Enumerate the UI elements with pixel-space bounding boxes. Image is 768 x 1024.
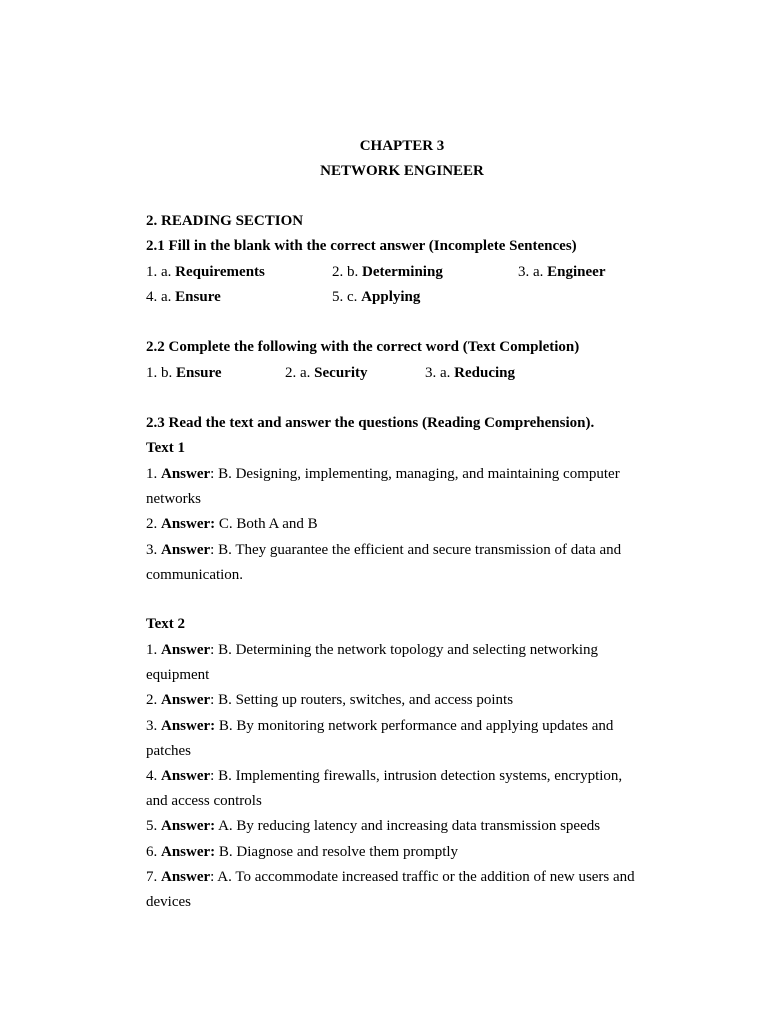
answer-text: equipment (146, 667, 210, 684)
answer-line (146, 566, 243, 584)
answer-line (146, 817, 600, 835)
answer-line (146, 515, 318, 533)
answer-text: : B. They guarantee the efficient and secure transmission of data and (210, 541, 622, 558)
question-number: 2. (146, 692, 161, 709)
answer-line (146, 691, 513, 709)
question-number: 1. (146, 642, 161, 658)
answer-line (146, 843, 458, 861)
answer-text: : B. Designing, implementing, managing, and maintaining computer (210, 466, 620, 482)
answer-item: 1. a. Requirements (146, 264, 265, 280)
question-number: 4. (146, 768, 161, 784)
subsection-2-3-heading: 2.3 Read the text and answer the questions (Reading Comprehension). (146, 415, 595, 431)
answer-line (146, 893, 191, 911)
answer-text: : B. Implementing firewalls, intrusion detection systems, encryption, (210, 768, 623, 784)
answer-text: B. By monitoring network performance and applying updates and (215, 717, 614, 734)
answer-line (146, 465, 620, 483)
question-number: 3. (146, 541, 161, 558)
text2-label: Text 2 (146, 616, 186, 632)
answer-item: 1. b. Ensure (146, 365, 222, 381)
answer-item: 3. a. Engineer (518, 264, 606, 280)
answer-label: Answer: (161, 717, 216, 734)
answer-label: Answer: (161, 516, 216, 533)
answer-label: Answer (161, 541, 211, 558)
answer-item: 2. b. Determining (332, 264, 443, 280)
answer-item: 2. a. Security (285, 365, 368, 381)
section-heading: 2. READING SECTION (146, 213, 304, 229)
answer-label: Answer (161, 868, 211, 885)
answer-item: 5. c. Applying (332, 289, 421, 305)
answer-label: Answer (161, 692, 211, 709)
answer-line (146, 666, 209, 684)
answer-text: C. Both A and B (215, 516, 318, 533)
answer-text: : B. Setting up routers, switches, and access points (210, 692, 514, 709)
chapter-heading: CHAPTER 3 (359, 138, 445, 154)
answer-label: Answer (161, 768, 211, 784)
answer-line (146, 868, 635, 886)
question-number: 5. (146, 818, 161, 835)
answer-text: devices (146, 894, 191, 910)
answer-line (146, 717, 613, 735)
answer-text: A. By reducing latency and increasing data transmission speeds (215, 818, 601, 835)
subsection-2-1-heading: 2.1 Fill in the blank with the correct answer (Incomplete Sentences) (146, 238, 577, 254)
answer-label: Answer (161, 466, 211, 482)
answer-text: B. Diagnose and resolve them promptly (215, 843, 459, 860)
question-number: 7. (146, 868, 161, 885)
answer-line (146, 541, 621, 559)
answer-label: Answer: (161, 818, 216, 835)
answer-text: networks (146, 491, 201, 508)
answer-text: : B. Determining the network topology and selecting networking (210, 642, 599, 658)
answer-text: : A. To accommodate increased traffic or the addition of new users and (210, 868, 635, 885)
answer-item: 4. a. Ensure (146, 289, 221, 305)
answer-line (146, 742, 191, 760)
subsection-2-2-heading: 2.2 Complete the following with the correct word (Text Completion) (146, 339, 580, 355)
answer-item: 3. a. Reducing (425, 365, 516, 381)
answer-line (146, 767, 622, 785)
chapter-title: NETWORK ENGINEER (320, 163, 484, 179)
answer-text: and access controls (146, 793, 262, 810)
answer-line (146, 490, 201, 508)
question-number: 2. (146, 516, 161, 533)
answer-line (146, 641, 598, 659)
text1-label: Text 1 (146, 440, 186, 456)
answer-text: patches (146, 742, 191, 759)
question-number: 3. (146, 717, 161, 734)
question-number: 6. (146, 843, 161, 860)
answer-label: Answer: (161, 843, 216, 860)
answer-text: communication. (146, 566, 244, 583)
answer-label: Answer (161, 642, 211, 658)
question-number: 1. (146, 466, 161, 482)
answer-line (146, 792, 262, 810)
